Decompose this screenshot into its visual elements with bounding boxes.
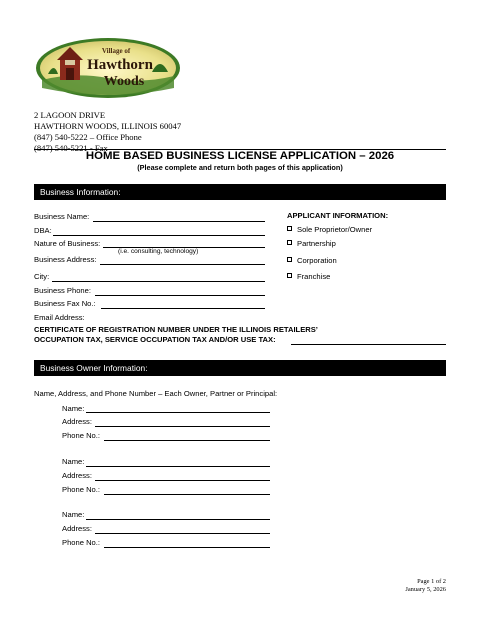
owner2-name-field[interactable] [86, 466, 270, 467]
owner2-name-label: Name: [62, 457, 85, 466]
owner1-name-label: Name: [62, 404, 85, 413]
owner3-address-label: Address: [62, 524, 92, 533]
owner2-phone-field[interactable] [104, 494, 270, 495]
svg-text:Woods: Woods [103, 74, 145, 89]
city-field[interactable] [52, 281, 265, 282]
owner1-name-field[interactable] [86, 412, 270, 413]
certificate-line2: OCCUPATION TAX, SERVICE OCCUPATION TAX AND/OR USE TAX: [34, 335, 276, 344]
owner1-address-field[interactable] [95, 426, 270, 427]
checkbox-icon [287, 240, 292, 245]
checkbox-icon [287, 226, 292, 231]
applicant-info-header: APPLICANT INFORMATION: [287, 211, 389, 220]
owner3-phone-label: Phone No.: [62, 538, 100, 547]
certificate-number-field[interactable] [291, 344, 446, 345]
email-label: Email Address: [34, 313, 85, 322]
applicant-option-franchise[interactable]: Franchise [287, 272, 330, 282]
dba-label: DBA: [34, 226, 52, 235]
page-subtitle: (Please complete and return both pages of this application) [137, 163, 343, 172]
checkbox-icon [287, 273, 292, 278]
owner-info-header: Business Owner Information: [34, 360, 446, 376]
address-city: HAWTHORN WOODS, ILLINOIS 60047 [34, 121, 182, 131]
dba-field[interactable] [53, 235, 265, 236]
page-number: Page 1 of 2 [417, 578, 446, 585]
business-address-field[interactable] [100, 264, 265, 265]
business-address-label: Business Address: [34, 255, 97, 264]
city-label: City: [34, 272, 50, 281]
business-name-field[interactable] [93, 221, 265, 222]
owner-intro: Name, Address, and Phone Number – Each Owner, Partner or Principal: [34, 389, 278, 398]
owner3-name-field[interactable] [86, 519, 270, 520]
owner3-address-field[interactable] [95, 533, 270, 534]
owner2-phone-label: Phone No.: [62, 485, 100, 494]
address-fax: (847) 540-5221 - Fax [34, 143, 108, 153]
village-logo [34, 36, 182, 100]
page-title: HOME BASED BUSINESS LICENSE APPLICATION – 2026 [85, 150, 395, 162]
business-phone-field[interactable] [95, 295, 265, 296]
business-fax-label: Business Fax No.: [34, 299, 96, 308]
revision-date: January 5, 2026 [405, 586, 446, 593]
applicant-option-sole-proprietor[interactable]: Sole Proprietor/Owner [287, 225, 372, 235]
nature-hint: (i.e. consulting, technology) [118, 248, 199, 255]
address-street: 2 LAGOON DRIVE [34, 110, 106, 120]
owner1-address-label: Address: [62, 417, 92, 426]
checkbox-icon [287, 257, 292, 262]
owner1-phone-field[interactable] [104, 440, 270, 441]
owner3-name-label: Name: [62, 510, 85, 519]
svg-text:Village of: Village of [101, 47, 131, 55]
owner1-phone-label: Phone No.: [62, 431, 100, 440]
business-fax-field[interactable] [101, 308, 265, 309]
business-name-label: Business Name: [34, 212, 90, 221]
applicant-option-partnership[interactable]: Partnership [287, 239, 336, 249]
nature-label: Nature of Business: [34, 239, 101, 248]
business-info-header: Business Information: [34, 184, 446, 200]
owner2-address-label: Address: [62, 471, 92, 480]
owner3-phone-field[interactable] [104, 547, 270, 548]
owner2-address-field[interactable] [95, 480, 270, 481]
address-phone: (847) 540-5222 – Office Phone [34, 132, 142, 142]
svg-text:Hawthorn: Hawthorn [87, 57, 153, 73]
applicant-option-corporation[interactable]: Corporation [287, 256, 337, 266]
certificate-line1: CERTIFICATE OF REGISTRATION NUMBER UNDER THE ILLINOIS RETAILERS’ [34, 325, 318, 334]
business-phone-label: Business Phone: [34, 286, 91, 295]
